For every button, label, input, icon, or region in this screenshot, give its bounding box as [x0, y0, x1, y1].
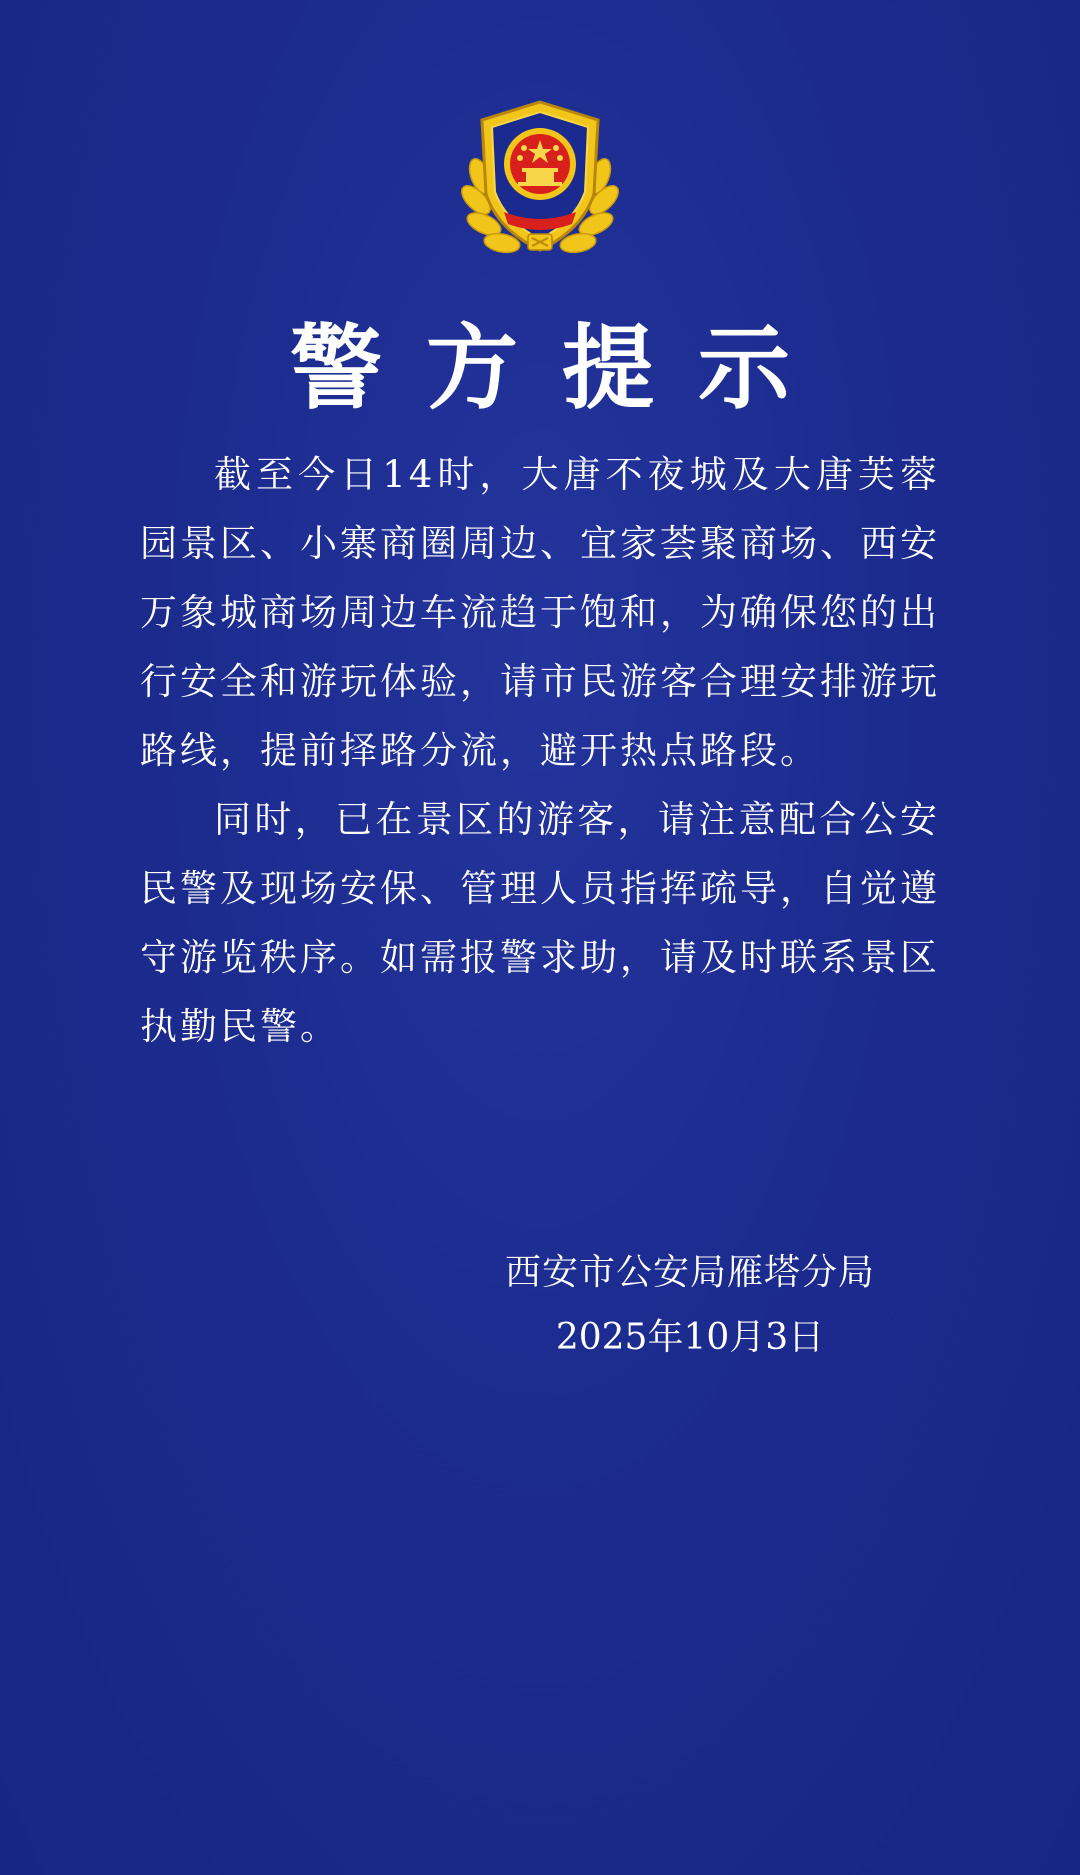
issue-date: 2025年10月3日: [555, 1317, 825, 1358]
notice-title: 警方提示: [289, 315, 834, 422]
notice-signature: [500, 1243, 880, 1368]
issuer-name: 西安市公安局雁塔分局: [504, 1252, 875, 1293]
notice-paragraph: 截至今日14时，大唐不夜城及大唐芙蓉园景区、小寨商圈周边、宜家荟聚商场、西安万象城商场周边车流趋于饱和，为确保您的出行安全和游玩体验，请市民游客合理安排游玩路线，提前择路分流，避开热点路段。: [140, 453, 940, 772]
notice-body: [140, 440, 940, 1061]
notice-paragraph: 同时，已在景区的游客，请注意配合公安民警及现场安保、管理人员指挥疏导，自觉遵守游览秩序。如需报警求助，请及时联系景区执勤民警。: [140, 798, 940, 1048]
police-emblem-icon: [458, 98, 622, 268]
